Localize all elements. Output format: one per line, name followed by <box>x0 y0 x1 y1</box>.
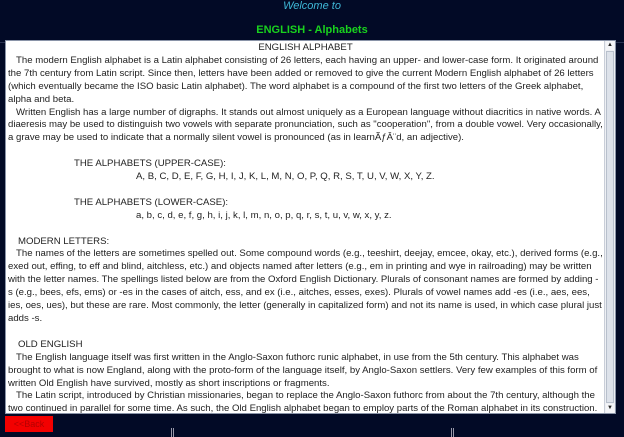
old-english-paragraph-2: The Latin script, introduced by Christian missionaries, began to replace the Anglo-Saxon futhorc from about the 7th century, although the two continued in parallel for some time. As such, the Old English alphabet began to employ parts of the Roman alphabet in its construction. <box>8 390 598 413</box>
divider <box>171 428 174 437</box>
intro-paragraph-2: Written English has a large number of digraphs. It stands out almost uniquely as a European language without diacritics in native words. A diaeresis may be used to distinguish two vowels with separate pronunciation, such as "cooperation", from a double vowel. Very occasionally, a grave may be used to indicate that a normally silent vowel is pronounced (as in learnÃƒÂ¨d, an adjective). <box>8 106 603 144</box>
modern-letters-paragraph: The names of the letters are sometimes spelled out. Some compound words (e.g., teeshirt, deejay, emcee, okay, etc.), derived forms (e.g., exed out, effing, to eff and blind, aitchless, etc.) and objects named after letters (e.g., em in printing and wye in railroading) may be written with the letter names. The spellings listed below are from the Oxford English Dictionary. Plurals of consonant names are formed by adding -s (e.g., bees, efs, ems) or -es in the cases of aitch, ess, and ex (i.e., aitches, esses, exes). Plurals of vowel names add -es (i.e., aes, ees, ies, oes, ues), but these are rare. Most commonly, the letter (generally in capitalized form) and not its name is used, in which case plural just adds -s. <box>8 248 603 324</box>
scrollbar-thumb[interactable] <box>606 51 614 403</box>
uppercase-letters: A, B, C, D, E, F, G, H, I, J, K, L, M, N, O, P, Q, R, S, T, U, V, W, X, Y, Z. <box>136 171 435 183</box>
old-english-heading: OLD ENGLISH <box>18 338 83 350</box>
modern-letters-heading: MODERN LETTERS: <box>18 235 110 247</box>
lowercase-label: THE ALPHABETS (LOWER-CASE): <box>74 196 229 208</box>
back-button[interactable]: <<Back <box>5 416 53 432</box>
page-title: ENGLISH - Alphabets <box>256 24 368 36</box>
content-text-area[interactable] <box>5 40 616 414</box>
intro-paragraph-1: The modern English alphabet is a Latin alphabet consisting of 26 letters, each having an upper- and lower-case form. It originated around the 7th century from Latin script. Since then, letters have been added or removed to give the current Modern English alphabet of 26 letters (which eventually became the ISO basic Latin alphabet). The word alphabet is a compound of the first two letters of the Greek alphabet, alpha and beta. <box>8 54 599 105</box>
old-english-paragraph-1: The English language itself was first written in the Anglo-Saxon futhorc runic alphabet, in use from the 5th century. This alphabet was brought to what is now England, along with the proto-form of the language itself, by Anglo-Saxon settlers. Very few examples of this form of written Old English have survived, mostly as short inscriptions or fragments. <box>8 351 598 389</box>
vertical-scrollbar[interactable] <box>604 41 615 413</box>
divider <box>451 428 454 437</box>
scroll-up-arrow-icon[interactable]: ▲ <box>607 42 613 48</box>
content-heading: ENGLISH ALPHABET <box>258 42 353 53</box>
scroll-down-arrow-icon[interactable]: ▼ <box>607 405 613 411</box>
lowercase-letters: a, b, c, d, e, f, g, h, i, j, k, l, m, n, o, p, q, r, s, t, u, v, w, x, y, z. <box>136 209 392 221</box>
uppercase-label: THE ALPHABETS (UPPER-CASE): <box>74 158 226 170</box>
welcome-text: Welcome to <box>283 0 341 12</box>
content-body <box>8 42 603 413</box>
